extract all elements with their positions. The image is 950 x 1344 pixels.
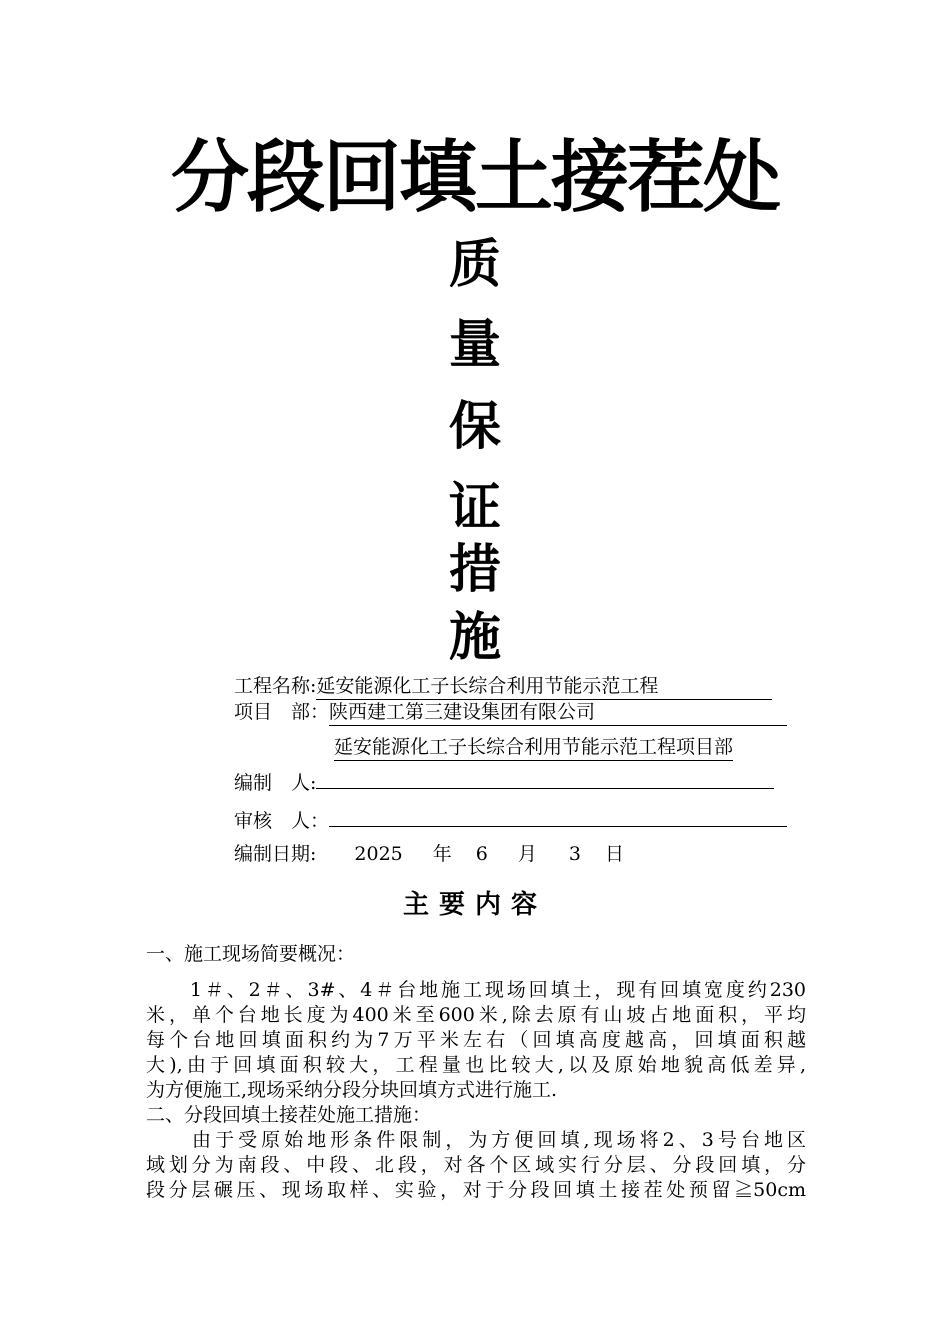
date-day: 3 [568,843,581,865]
dept-row-2 [334,734,733,761]
vertical-title-char-4: 证 [448,478,501,538]
project-name-label: 工程名称: [234,675,317,697]
vertical-title-char-1: 质 [448,235,501,295]
section-1-body [146,978,806,1203]
reviewer-row [234,806,787,834]
reviewer-label: 审核 人： [234,810,330,832]
paragraph-line: 1＃、2＃、3#、4＃台地施工现场回填土，现有回填宽度约230 [146,979,806,1001]
reviewer-field[interactable] [329,806,787,827]
dept-row [234,699,787,726]
section-2-heading: 二、分段回填土接茬处施工措施： [146,1104,432,1126]
dept-value-1: 陕西建工第三建设集团有限公司 [329,699,787,726]
paragraph-line: 为方便施工,现场采纳分段分块回填方式进行施工. [146,1079,558,1101]
section-1-heading: 一、施工现场简要概况： [146,943,356,965]
main-content-heading: 主要内容 [402,890,547,920]
date-day-unit: 日 [604,843,624,865]
paragraph-line: 域划分为南段、中段、北段，对各个区域实行分层、分段回填，分 [146,1154,806,1176]
vertical-title-char-2: 量 [448,315,501,375]
project-name-row [234,673,772,700]
dept-label: 项目 部： [234,701,330,723]
paragraph-line: 大),由于回填面积较大，工程量也比较大,以及原始地貌高低差异, [146,1054,806,1076]
dept-value-2: 延安能源化工子长综合利用节能示范工程项目部 [334,734,733,761]
vertical-title-char-5: 措 [448,540,501,600]
date-year-unit: 年 [432,843,452,865]
section-1 [146,942,806,967]
editor-row [234,768,774,796]
document-title: 分段回填土接茬处 [170,133,779,223]
date-year: 2025 [354,843,403,865]
vertical-title-char-3: 保 [448,397,501,457]
editor-field[interactable] [316,768,774,789]
date-month-unit: 月 [517,843,537,865]
project-name-value: 延安能源化工子长综合利用节能示范工程 [316,673,772,700]
paragraph-line: 米，单个台地长度为400米至600米,除去原有山坡占地面积，平均 [146,1004,806,1026]
editor-label: 编制 人: [234,772,317,794]
date-row [234,841,624,867]
paragraph-line: 每个台地回填面积约为7万平米左右（回填高度越高，回填面积越 [146,1029,806,1051]
paragraph-line: 由于受原始地形条件限制，为方便回填,现场将2、3号台地区 [146,1129,806,1151]
date-month: 6 [475,843,488,865]
vertical-title-char-6: 施 [448,608,501,668]
paragraph-line: 段分层碾压、现场取样、实验，对于分段回填土接茬处预留≧50cm [146,1179,806,1201]
date-label: 编制日期: [234,843,317,865]
